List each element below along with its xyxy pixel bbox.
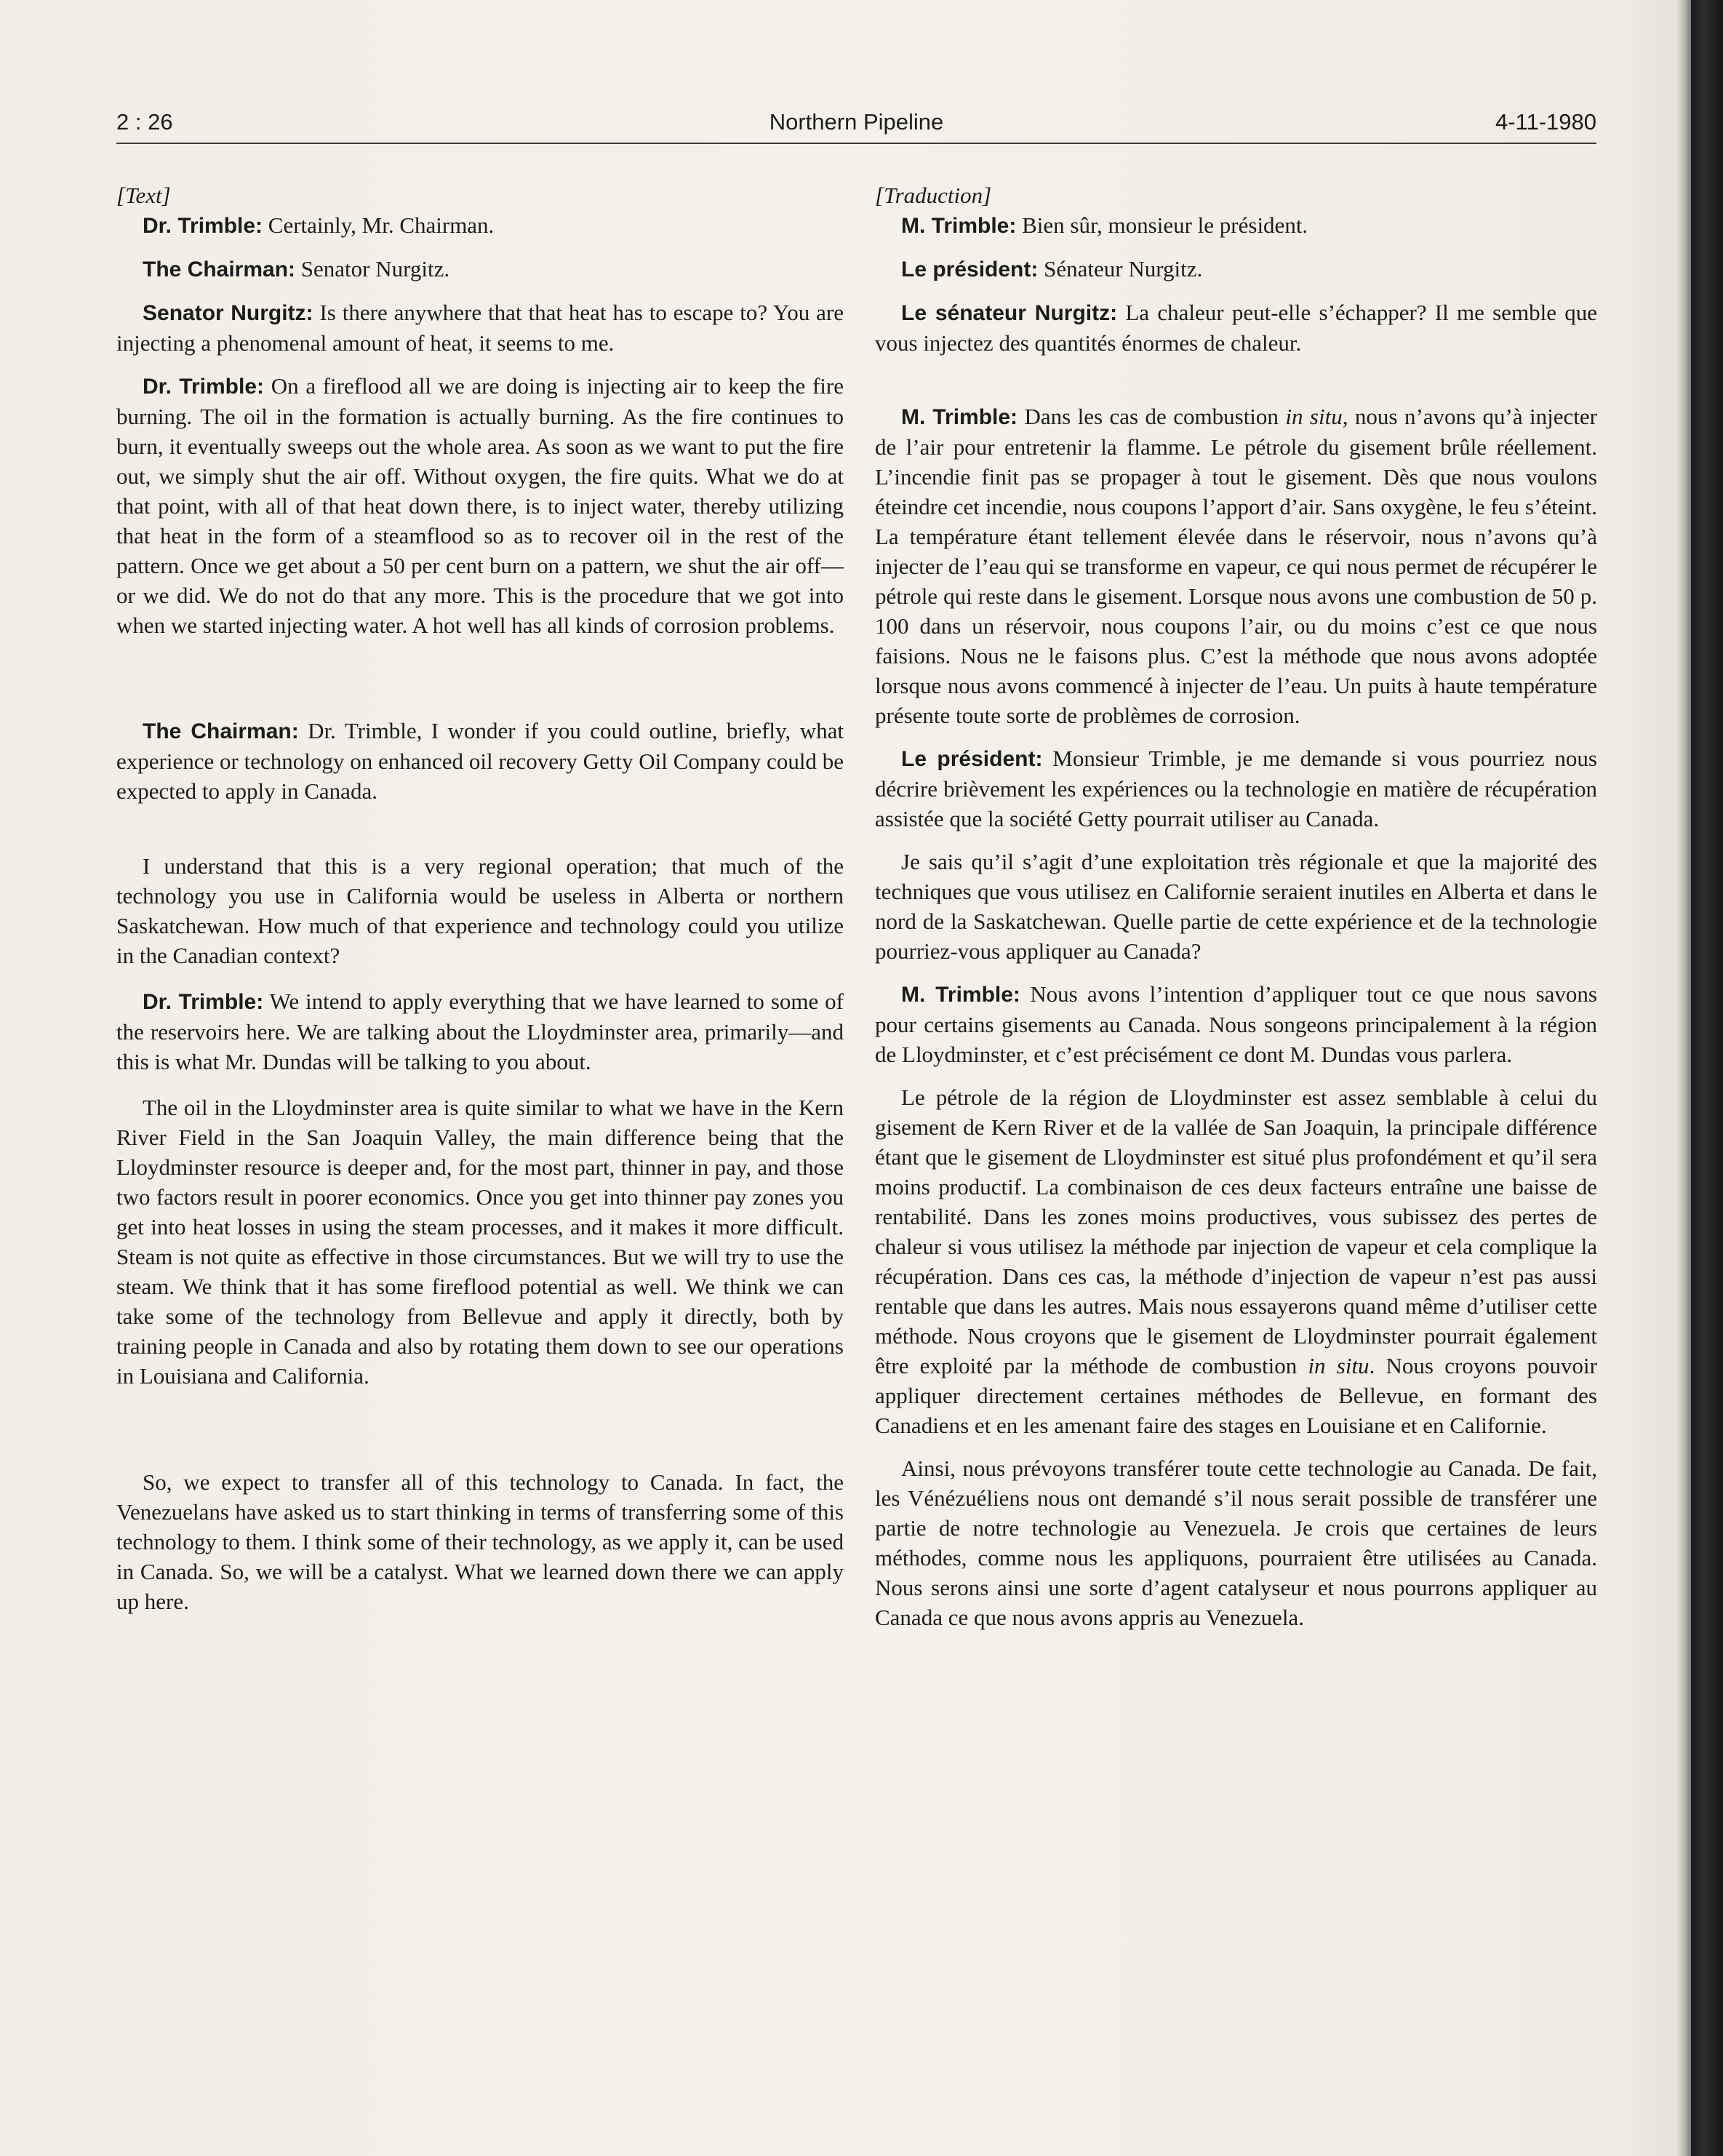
speech-text: Dr. Trimble, I wonder if you could outline, briefly, what experience or technology on enhanced oil recovery Getty Oil Company could be expected to apply in Canada. <box>116 718 844 804</box>
publication-title: Northern Pipeline <box>769 109 944 135</box>
paragraph <box>116 210 844 241</box>
paragraph <box>116 254 844 284</box>
speech-text: Je sais qu’il s’agit d’une exploitation très régionale et que la majorité des techniques que vous utilisez en Californie seraient inutiles en Alberta et dans le nord de la Saskatchewan. Quelle partie de cette expérience et de la technologie pourriez-vous appliquer au Canada? <box>875 849 1597 964</box>
speaker-name: Senator Nurgitz: <box>143 301 313 325</box>
header-rule <box>116 143 1596 144</box>
speech-text: Ainsi, nous prévoyons transférer toute cette technologie au Canada. De fait, les Vénézuéliens nous ont demandé s’il nous serait possible de transférer une partie de notre technologie au Venezuela. Je crois que certaines de leurs méthodes, comme nous les appliquons, pourraient être utilisées au Canada. Nous serons ainsi une sorte d’agent catalyseur et nous pourrons appliquer au Canada ce que nous avons appris au Venezuela. <box>875 1456 1597 1630</box>
paragraph <box>116 298 844 358</box>
speech-text: On a fireflood all we are doing is injecting air to keep the fire burning. The oil in the formation is actually burning. As the fire continues to burn, it eventually sweeps out the whole area. As soon as we want to put the fire out, we simply shut the air off. Without oxygen, the fire quits. What we do at that point, with all of that heat down there, is to inject water, thereby utilizing that heat in the form of a steamflood so as to recover oil in the rest of the pattern. Once we get about a 50 per cent burn on a pattern, we shut the air off—or we did. We do not do that any more. This is the procedure that we got into when we started injecting water. A hot well has all kinds of corrosion problems. <box>116 373 844 638</box>
speech-text: Sénateur Nurgitz. <box>1038 256 1203 282</box>
speaker-name: Le président: <box>901 747 1043 771</box>
paragraph <box>116 1093 844 1391</box>
speaker-name: The Chairman: <box>143 719 299 743</box>
paragraph <box>875 254 1597 284</box>
speaker-name: Le sénateur Nurgitz: <box>901 301 1118 325</box>
speaker-name: Le président: <box>901 257 1039 282</box>
speech-text: . Nous croyons pouvoir appliquer directement certaines méthodes de Bellevue, en formant des Canadiens et en les amenant faire des stages en Louisiane et en Californie. <box>875 1353 1597 1438</box>
paragraph <box>875 210 1597 241</box>
speech-text: Nous avons l’intention d’appliquer tout ce que nous savons pour certains gisements au Canada. Nous songeons principalement à la région de Lloydminster, et c’est précisément ce dont M. Dundas vous parlera. <box>875 981 1597 1067</box>
paragraph <box>116 986 844 1077</box>
emphasis: in situ <box>1285 404 1343 429</box>
speaker-name: Dr. Trimble: <box>143 375 265 399</box>
speaker-name: M. Trimble: <box>901 214 1017 238</box>
header-date: 4-11-1980 <box>1495 109 1596 135</box>
page-edge-shadow <box>1676 0 1691 2156</box>
column-label: [Text] <box>116 183 171 208</box>
paragraph <box>875 743 1597 834</box>
paragraph <box>875 1082 1597 1440</box>
paragraph <box>116 716 844 806</box>
speech-text: Le pétrole de la région de Lloydminster est assez semblable à celui du gisement de Kern River et de la vallée de San Joaquin, la principale différence étant que le gisement de Lloydminster est situé plus profondément et qu’il sera moins productif. La combinaison de ces deux facteurs entraîne une baisse de rentabilité. Dans les zones moins productives, vous subissez des pertes de chaleur si vous utilisez la méthode par injection de vapeur et cela complique la récupération. Dans ces cas, la méthode d’injection de vapeur n’est pas aussi rentable que dans les autres. Mais nous essayerons quand même d’utiliser cette méthode. Nous croyons que le gisement de Lloydminster pourrait également être exploité par la méthode de combustion <box>875 1085 1597 1378</box>
paragraph <box>875 1453 1597 1632</box>
paragraph <box>116 851 844 970</box>
speech-text: So, we expect to transfer all of this technology to Canada. In fact, the Venezuelans have asked us to start thinking in terms of transferring some of this technology to them. I think some of their technology, as we apply it, can be used in Canada. So, we will be a catalyst. What we learned down there we can apply up here. <box>116 1469 844 1614</box>
speech-text: Dans les cas de combustion <box>1018 404 1286 429</box>
paragraph <box>116 1467 844 1616</box>
speaker-name: The Chairman: <box>143 257 296 282</box>
speaker-name: Dr. Trimble: <box>143 990 264 1014</box>
paragraph <box>875 402 1597 730</box>
speech-text: Bien sûr, monsieur le président. <box>1016 212 1308 238</box>
paragraph <box>875 847 1597 966</box>
speech-text: La chaleur peut-elle s’échapper? Il me semble que vous injectez des quantités énormes de chaleur. <box>875 300 1597 356</box>
speech-text: The oil in the Lloydminster area is quite similar to what we have in the Kern River Field in the San Joaquin Valley, the main difference being that the Lloydminster resource is deeper and, for the most part, thinner in pay, and those two factors result in poorer economics. Once you get into thinner pay zones you get into heat losses in using the steam processes, and it makes it more difficult. Steam is not quite as effective in those circumstances. But we will try to use the steam. We think that it has some fireflood potential as well. We think we can take some of the technology from Bellevue and apply it directly, both by training people in Canada and also by rotating them down to see our operations in Louisiana and California. <box>116 1095 844 1389</box>
speech-text: Monsieur Trimble, je me demande si vous pourriez nous décrire brièvement les expériences ou la technologie en matière de récupération assistée que la société Getty pourrait utiliser au Canada. <box>875 746 1597 831</box>
french-column <box>875 180 1597 1632</box>
page-number: 2 : 26 <box>116 109 173 135</box>
speaker-name: Dr. Trimble: <box>143 214 263 238</box>
paragraph <box>875 298 1597 358</box>
speech-text: Senator Nurgitz. <box>295 256 450 282</box>
emphasis: in situ <box>1308 1353 1370 1378</box>
column-label: [Traduction] <box>875 183 992 208</box>
speech-text: We intend to apply everything that we have learned to some of the reservoirs here. We are talking about the Lloydminster area, primarily—and this is what Mr. Dundas will be talking to you about. <box>116 989 844 1074</box>
english-column <box>116 180 844 1616</box>
paragraph <box>875 979 1597 1069</box>
speech-text: I understand that this is a very regional operation; that much of the technology you use in California would be useless in Alberta or northern Saskatchewan. How much of that experience and technology could you utilize in the Canadian context? <box>116 853 844 968</box>
speech-text: Is there anywhere that that heat has to escape to? You are injecting a phenomenal amount of heat, it seems to me. <box>116 300 844 356</box>
paragraph <box>116 371 844 640</box>
speech-text: Certainly, Mr. Chairman. <box>263 212 495 238</box>
speaker-name: M. Trimble: <box>901 405 1018 429</box>
binding-edge <box>1691 0 1723 2156</box>
running-header <box>116 109 1596 145</box>
speech-text: , nous n’avons qu’à injecter de l’air pour entretenir la flamme. Le pétrole du gisement brûle réellement. L’incendie finit pas se propager à tout le gisement. Dès que nous voulons éteindre cet incendie, nous coupons l’apport d’air. Sans oxygène, le feu s’éteint. La température étant tellement élevée dans le réservoir, nous n’avons qu’à injecter de l’eau qui se transforme en vapeur, ce qui nous permet de récupérer le pétrole qui reste dans le gisement. Lorsque nous avons une combustion de 50 p. 100 dans un réservoir, nous coupons l’air, ou du moins c’est ce que nous faisions. Nous ne le faisons plus. C’est la méthode que nous avons adoptée lorsque nous avons commencé à injecter de l’eau. Un puits à haute température présente toute sorte de problèmes de corrosion. <box>875 404 1597 728</box>
speaker-name: M. Trimble: <box>901 983 1020 1007</box>
